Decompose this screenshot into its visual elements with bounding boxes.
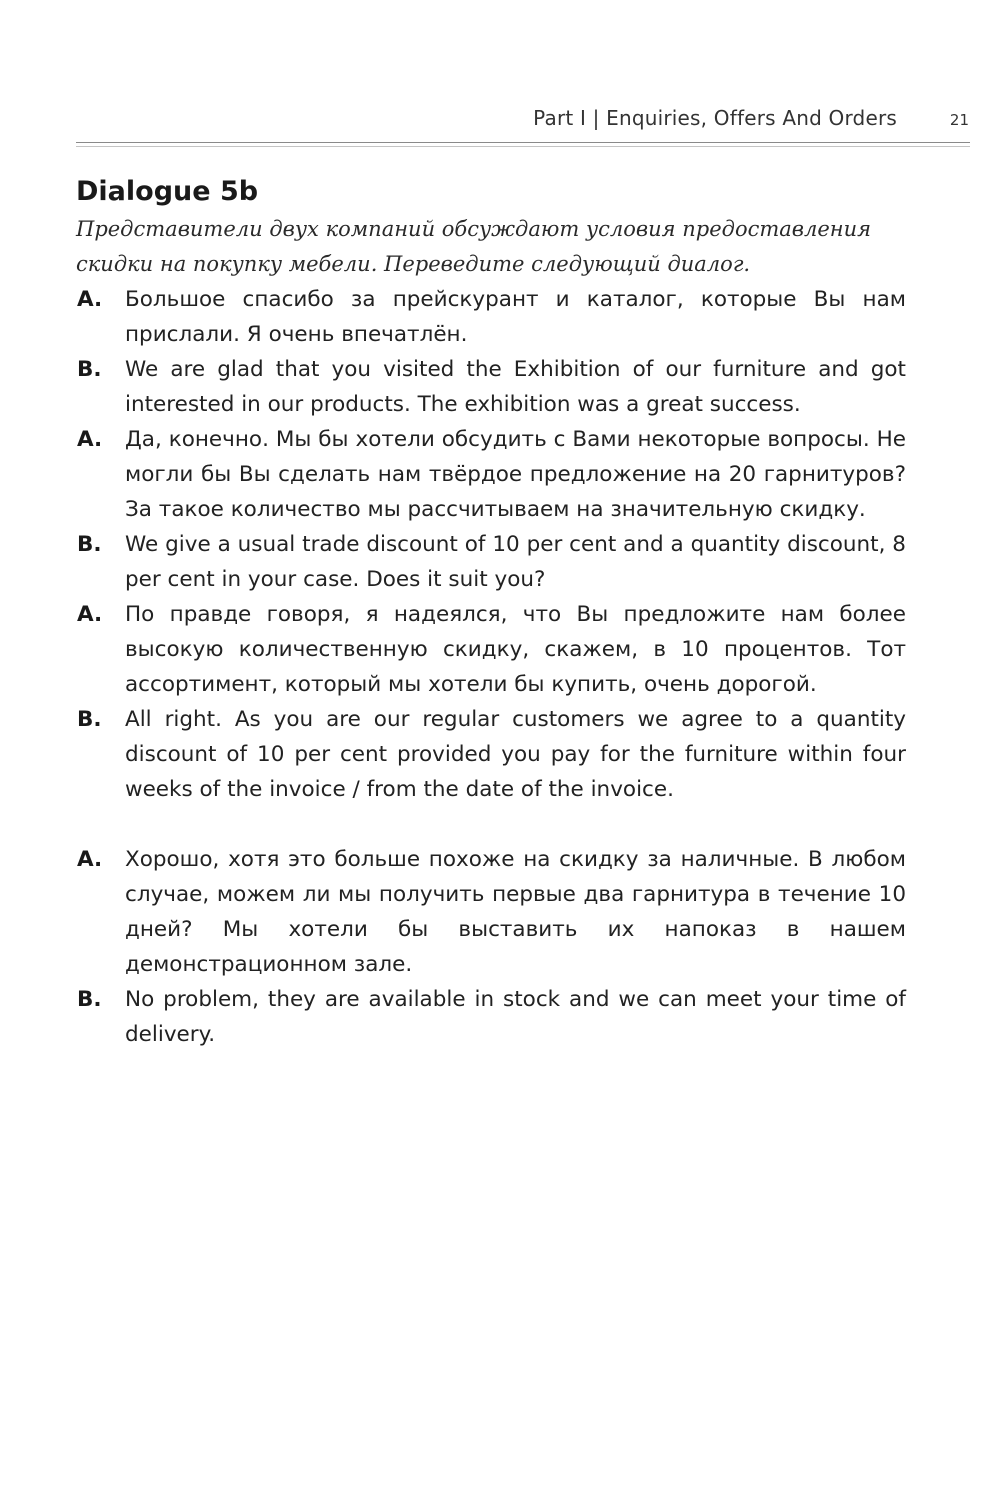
speaker-label: B. <box>77 357 102 382</box>
header-divider-secondary <box>76 146 970 147</box>
page-number: 21 <box>949 111 969 129</box>
turn-text: We are glad that you visited the Exhibition of our furniture and got interested in our products. The exhibition was a great success. <box>125 357 906 417</box>
dialogue-title: Dialogue 5b <box>76 176 259 207</box>
dialogue-turn <box>76 527 906 597</box>
turn-text: Хорошо, хотя это больше похоже на скидку за наличные. В любом случае, можем ли мы получить первые два гарнитура в течение 10 дней? Мы хотели бы выставить их напоказ в нашем демонстрационном зале. <box>125 847 906 977</box>
speaker-label: B. <box>77 707 102 732</box>
turn-text: No problem, they are available in stock and we can meet your time of delivery. <box>125 987 906 1047</box>
page-content <box>76 172 906 1052</box>
turn-text: По правде говоря, я надеялся, что Вы предложите нам более высокую количественную скидку, скажем, в 10 процентов. Тот ассортимент, который мы хотели бы купить, очень дорогой. <box>125 602 906 697</box>
running-title: Part I | Enquiries, Offers And Orders <box>533 106 897 130</box>
speaker-label: A. <box>77 602 103 627</box>
instruction-text: Представители двух компаний обсуждают условия предоставления скидки на покупку мебели. Переведите следующий диалог. <box>76 217 872 276</box>
dialogue-turn <box>76 702 906 807</box>
dialogue-turn <box>76 842 906 982</box>
turn-text: Большое спасибо за прейскурант и каталог, которые Вы нам прислали. Я очень впечатлён. <box>125 287 906 347</box>
dialogue-turn <box>76 352 906 422</box>
speaker-label: A. <box>77 287 103 312</box>
dialogue-turn <box>76 982 906 1052</box>
turn-text: Да, конечно. Мы бы хотели обсудить с Вами некоторые вопросы. Не могли бы Вы сделать нам твёрдое предложение на 20 гарнитуров? За такое количество мы рассчитываем на значительную скидку. <box>125 427 906 522</box>
dialogue-turn <box>76 422 906 527</box>
speaker-label: B. <box>77 987 102 1012</box>
turn-text: We give a usual trade discount of 10 per cent and a quantity discount, 8 per cent in your case. Does it suit you? <box>125 532 906 592</box>
dialogue-turn <box>76 597 906 702</box>
header-divider <box>76 142 970 143</box>
dialogue-turn <box>76 282 906 352</box>
speaker-label: A. <box>77 847 103 872</box>
speaker-label: B. <box>77 532 102 557</box>
speaker-label: A. <box>77 427 103 452</box>
running-header <box>0 106 1000 140</box>
turn-text: All right. As you are our regular customers we agree to a quantity discount of 10 per cent provided you pay for the furniture within four weeks of the invoice / from the date of the invoice. <box>125 707 906 802</box>
